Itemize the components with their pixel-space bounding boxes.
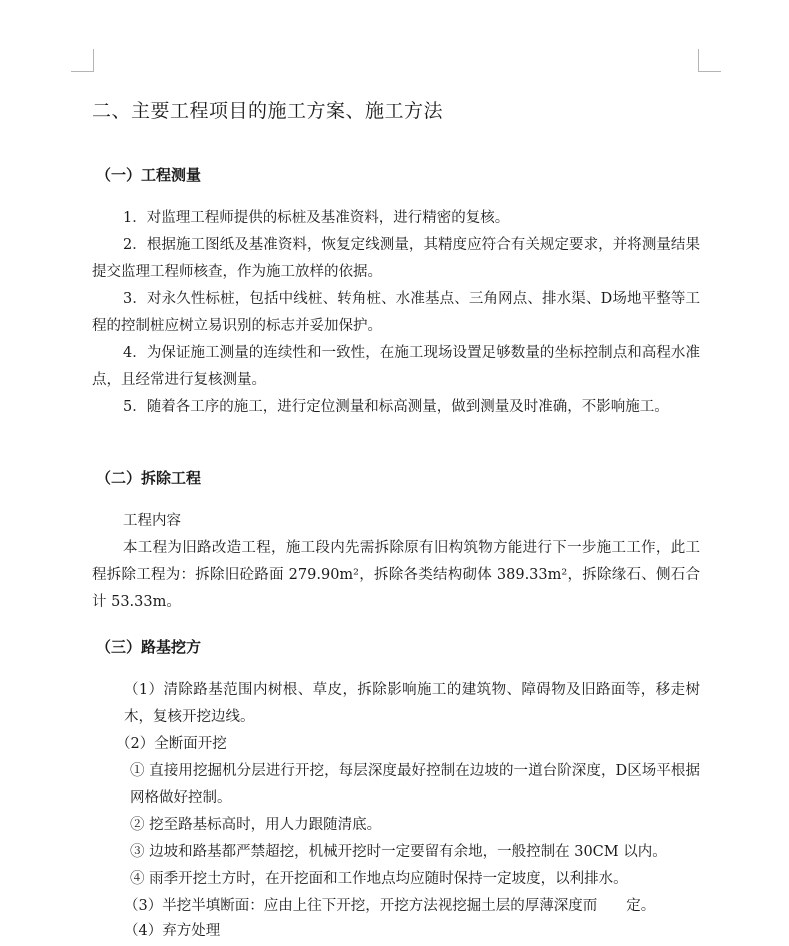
list-item bbox=[92, 758, 700, 812]
subheading: 工程内容 bbox=[123, 513, 181, 529]
paragraph: 本工程为旧路改造工程，施工段内先需拆除原有旧构筑物方能进行下一步施工工作，此工程拆除工程为：拆除旧砼路面 279.90m²，拆除各类结构砌体 389.33m²，拆除缘石、侧石合计 53.33m。 bbox=[92, 540, 700, 610]
paragraph: 2．根据施工图纸及基准资料，恢复定线测量，其精度应符合有关规定要求，并将测量结果提交监理工程师核查，作为施工放样的依据。 bbox=[92, 237, 700, 280]
list-item bbox=[92, 812, 700, 839]
list-item-text: ③ 边坡和路基都严禁超挖，机械开挖时一定要留有余地，一般控制在 30CM 以内。 bbox=[130, 844, 667, 860]
list-item-text: （2）全断面开挖 bbox=[116, 736, 227, 752]
list-item bbox=[92, 918, 700, 945]
section-heading-demolition: （二）拆除工程 bbox=[96, 469, 202, 487]
list-item bbox=[92, 893, 700, 920]
section-heading-excavation: （三）路基挖方 bbox=[96, 638, 202, 656]
paragraph-text: （1）清除路基范围内树根、草皮，拆除影响施工的建筑物、障碍物及旧路面等，移走树木，复核开挖边线。 bbox=[124, 682, 700, 725]
list-item bbox=[92, 839, 700, 866]
list-item bbox=[92, 731, 700, 758]
page-title: 二、主要工程项目的施工方案、施工方法 bbox=[92, 100, 444, 122]
paragraph: 1．对监理工程师提供的标桩及基准资料，进行精密的复核。 bbox=[123, 210, 510, 226]
page-corner-mark-left bbox=[71, 49, 94, 72]
paragraph: 4．为保证施工测量的连续性和一致性，在施工现场设置足够数量的坐标控制点和高程水准点，且经常进行复核测量。 bbox=[92, 345, 700, 388]
list-item-text: （4）弃方处理 bbox=[124, 923, 221, 939]
page-corner-mark-right bbox=[698, 49, 721, 72]
paragraph bbox=[92, 677, 700, 731]
paragraph: 3．对永久性标桩，包括中线桩、转角桩、水准基点、三角网点、排水渠、D场地平整等工程的控制桩应树立易识别的标志并妥加保护。 bbox=[92, 291, 700, 334]
list-item-text: （3）半挖半填断面：应由上往下开挖，开挖方法视挖掘土层的厚薄深度而 定。 bbox=[124, 898, 656, 914]
list-item-text: ① 直接用挖掘机分层进行开挖，每层深度最好控制在边坡的一道台阶深度，D区场平根据网格做好控制。 bbox=[130, 763, 700, 806]
paragraph: 5．随着各工序的施工，进行定位测量和标高测量，做到测量及时准确，不影响施工。 bbox=[123, 399, 669, 415]
list-item bbox=[92, 866, 700, 893]
section-heading-survey: （一）工程测量 bbox=[96, 166, 202, 184]
list-item-text: ④ 雨季开挖土方时，在开挖面和工作地点均应随时保持一定坡度，以利排水。 bbox=[130, 871, 628, 887]
list-item-text: ② 挖至路基标高时，用人力跟随清底。 bbox=[130, 817, 382, 833]
